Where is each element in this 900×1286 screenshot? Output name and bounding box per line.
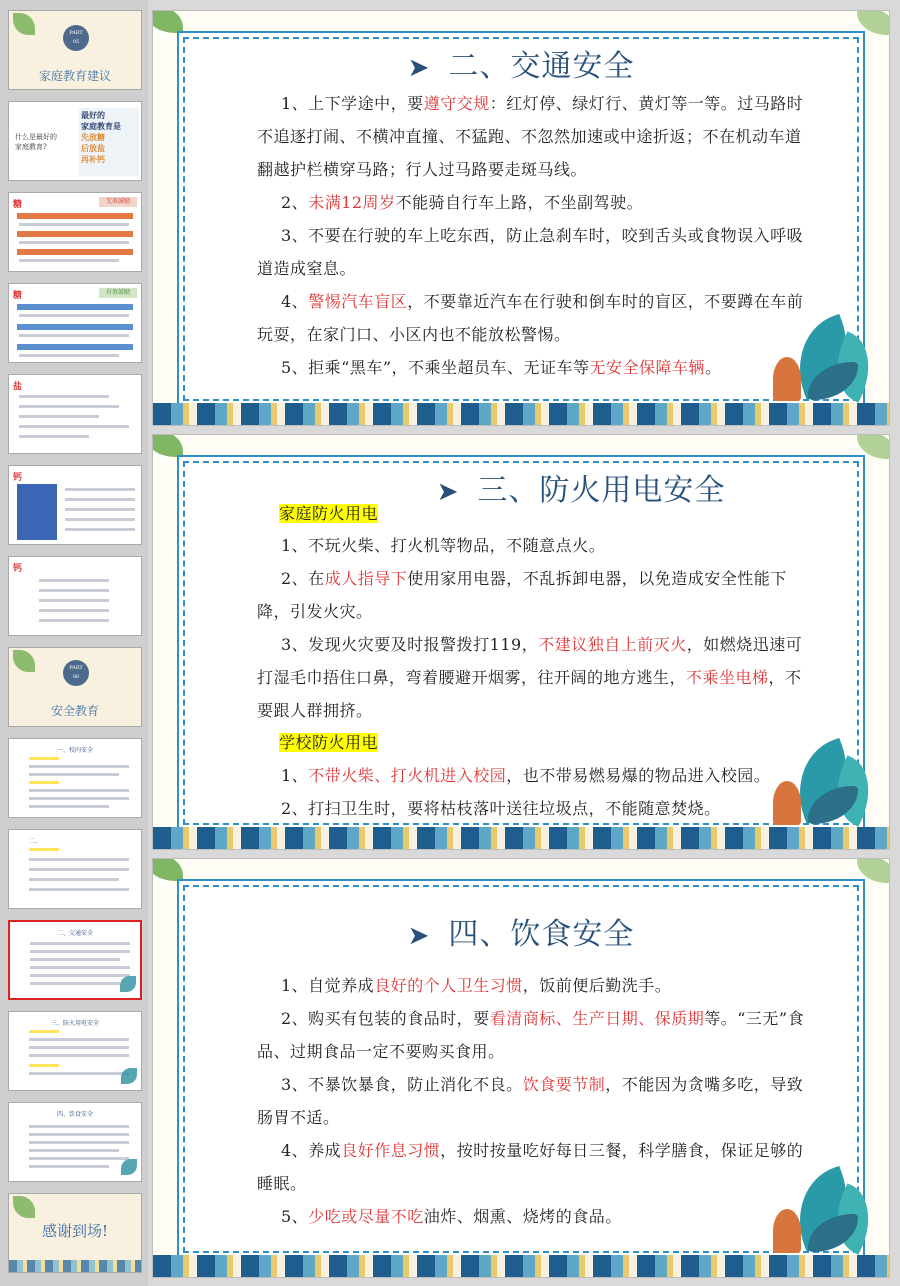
slide-thumbnail-panel (0, 0, 148, 1286)
paragraph: 2、打扫卫生时，要将枯枝落叶送往垃圾点，不能随意焚烧。 (281, 799, 721, 818)
thumb-slide-13[interactable] (8, 1102, 142, 1182)
thumb-badge: 无效鼓励 (99, 197, 137, 207)
slide-title: ➤ 二、交通安全 (407, 49, 635, 84)
section-heading: 学校防火用电 (279, 733, 379, 752)
thumb-title: 四、饮食安全 (56, 1111, 93, 1118)
thumb-slide-2[interactable] (8, 101, 142, 181)
leaf-decor (13, 1196, 35, 1218)
thumb-slide-1[interactable] (8, 10, 142, 90)
paragraph: 3、不要在行驶的车上吃东西，防止急刹车时，咬到舌头或食物误入呼吸道造成窒息。 (257, 226, 804, 278)
thumb-text: 先放糖 (81, 132, 105, 142)
arrow-icon: ➤ (407, 53, 431, 83)
leaf-decor (152, 10, 183, 33)
thumb-caption: 安全教育 (50, 704, 99, 718)
paragraph: 2、未满12周岁不能骑自行车上路，不坐副驾驶。 (281, 193, 644, 212)
leaf-decor (13, 13, 35, 35)
part-badge: PART 05 (63, 25, 89, 51)
thumb-slide-4[interactable] (8, 283, 142, 363)
thumb-slide-11[interactable] (8, 920, 142, 1000)
paragraph: 4、养成良好作息习惯，按时按量吃好每日三餐，科学膳食，保证足够的睡眠。 (257, 1141, 804, 1193)
thumb-text: 后放盐 (81, 143, 105, 153)
paragraph: 1、自觉养成良好的个人卫生习惯，饭前便后勤洗手。 (281, 976, 672, 995)
leaf-decor (152, 434, 183, 457)
arrow-icon: ➤ (436, 477, 460, 507)
thumb-tag: 盐 (13, 382, 23, 392)
thumb-badge: 有效鼓励 (99, 288, 137, 298)
slide-traffic-safety (152, 10, 890, 426)
slide-title: ➤ 四、饮食安全 (407, 917, 635, 952)
thumb-title: 三、防火用电安全 (50, 1020, 99, 1027)
part-badge: PART 06 (63, 660, 89, 686)
thumb-slide-9[interactable] (8, 738, 142, 818)
paragraph: 5、拒乘“黑车”，不乘坐超员车、无证车等无安全保障车辆。 (281, 358, 722, 377)
thumb-slide-10[interactable] (8, 829, 142, 909)
thumb-title: 二、 (29, 838, 42, 845)
slide-food-safety (152, 858, 890, 1278)
paragraph: 2、在成人指导下使用家用电器，不乱拆卸电器，以免造成安全性能下降，引发火灾。 (257, 569, 787, 621)
thumb-slide-6[interactable] (8, 465, 142, 545)
thumb-tag: 糖 (13, 200, 23, 210)
thumb-slide-14[interactable] (8, 1193, 142, 1273)
thumb-tag: 钙 (13, 473, 23, 483)
paragraph: 4、警惕汽车盲区，不要靠近汽车在行驶和倒车时的盲区，不要蹲在车前玩耍，在家门口、小区内也不能放松警惕。 (257, 292, 804, 344)
thumb-text: 再补钙 (81, 154, 105, 164)
thumb-tag: 糖 (13, 291, 23, 301)
leaf-decor (152, 858, 183, 881)
thumb-slide-8[interactable] (8, 647, 142, 727)
paragraph: 2、购买有包装的食品时，要看清商标、生产日期、保质期等。“三无”食品、过期食品一定不要购买食用。 (257, 1009, 805, 1061)
thumb-slide-12[interactable] (8, 1011, 142, 1091)
paragraph: 5、少吃或尽量不吃油炸、烟熏、烧烤的食品。 (281, 1207, 622, 1226)
thumb-title: 一、校内安全 (56, 747, 93, 754)
paragraph: 1、不玩火柴、打火机等物品，不随意点火。 (281, 536, 606, 555)
thumb-slide-3[interactable] (8, 192, 142, 272)
thumb-text: 最好的 (81, 110, 105, 120)
thumb-slide-5[interactable] (8, 374, 142, 454)
thumb-caption: 感谢到场! (41, 1222, 109, 1240)
thumb-tag: 钙 (13, 564, 23, 574)
paragraph: 3、发现火灾要及时报警拨打119，不建议独自上前灭火，如燃烧迅速可打湿毛巾捂住口鼻，弯着腰避开烟雾，往开阔的地方逃生，不乘坐电梯，不要跟人群拥挤。 (257, 635, 803, 720)
paragraph: 3、不暴饮暴食，防止消化不良。饮食要节制，不能因为贪嘴多吃，导致肠胃不适。 (257, 1075, 804, 1127)
section-heading: 家庭防火用电 (279, 504, 379, 523)
leaf-decor (13, 650, 35, 672)
thumb-title: 二、交通安全 (56, 930, 93, 937)
wave-decor (9, 1260, 141, 1272)
thumb-question: 什么是最好的家庭教育? (15, 133, 57, 151)
thumb-caption: 家庭教育建议 (38, 69, 111, 83)
slide-title: ➤ 三、防火用电安全 (436, 473, 726, 508)
thumb-text: 家庭教育是 (81, 121, 121, 131)
paragraph: 1、不带火柴、打火机进入校园，也不带易燃易爆的物品进入校园。 (281, 766, 771, 785)
arrow-icon: ➤ (407, 921, 431, 951)
paragraph: 1、上下学途中，要遵守交规：红灯停、绿灯行、黄灯等一等。过马路时不追逐打闹、不横冲直撞、不猛跑、不忽然加速或中途折返；不在机动车道翻越护栏横穿马路；行人过马路要走斑马线。 (257, 94, 804, 179)
slide-fire-safety (152, 434, 890, 850)
thumb-slide-7[interactable] (8, 556, 142, 636)
